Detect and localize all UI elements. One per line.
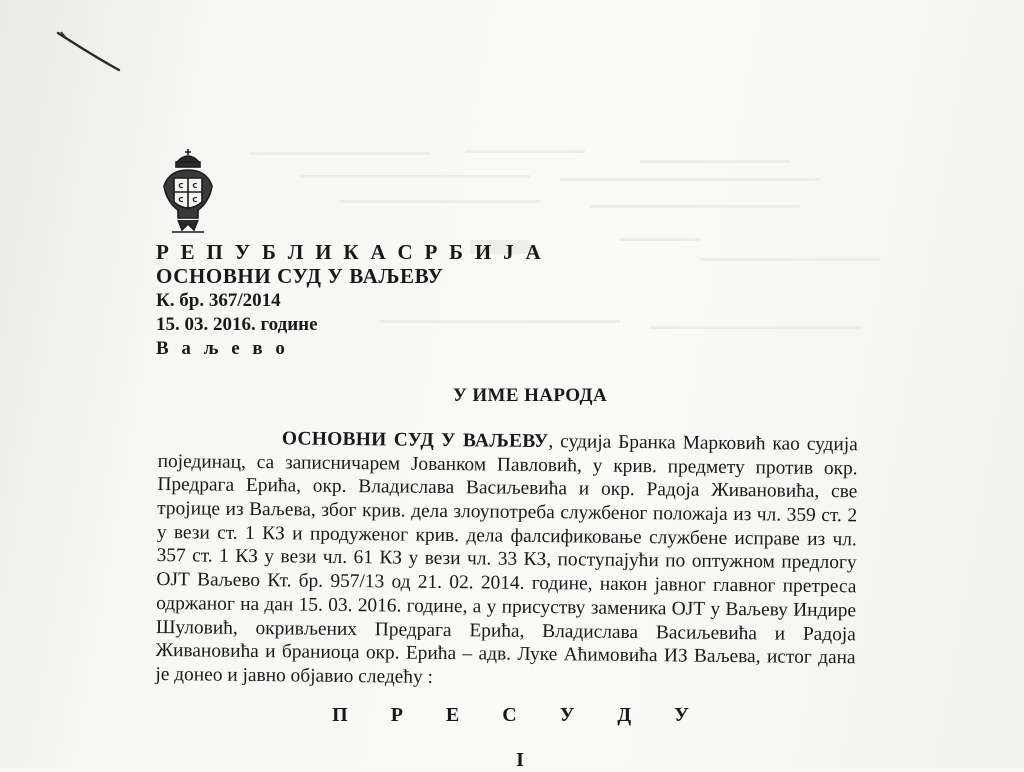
verdict-title: П Р Е С У Д У [332,704,708,726]
header-court-name: ОСНОВНИ СУД У ВАЉЕВУ [156,264,444,288]
paragraph-line-10: Живановића и браниоца окр. Ерића – адв. Луке Аћимовића ИЗ Ваљева, истог дана [155,640,856,669]
paragraph-line-9: Шуловић, окривљених Предрага Ерића, Владислава Васиљевића и Радоја [155,616,856,645]
header-country: Р Е П У Б Л И К А С Р Б И Ј А [156,240,544,264]
header-case-number: К. бр. 367/2014 [156,290,281,311]
paragraph-line-6: 357 ст. 1 КЗ у вези чл. 61 КЗ у вези чл. 33 КЗ, поступајући по оптужном предлогу [156,545,857,574]
paragraph-line-8: одржаног на дан 15. 03. 2016. године, а у присуству заменика ОЈТ у Ваљеву Индире [156,592,857,622]
section-numeral: I [516,749,524,771]
paragraph-line-5: у вези ст. 1 КЗ и продуженог крив. дела фалсификовање службене исправе из чл. [156,521,857,551]
paragraph-line-11: је донео и јавно објавио следећу : [155,663,434,688]
paragraph-line-7: ОЈТ Ваљево Кт. бр. 957/13 од 21. 02. 2014. године, након јавног главног претреса [156,569,857,598]
judgment-paragraph [155,426,858,694]
svg-text:С: С [192,182,198,190]
svg-text:С: С [178,196,184,204]
paragraph-line-4: тројице из Ваљева, због крив. дела злоупотреба службеног положаја из чл. 359 ст. 2 [157,498,858,527]
serbian-coat-of-arms-icon [160,148,216,238]
court-name-inline: ОСНОВНИ СУД У ВАЉЕВУ [281,428,549,453]
document-title: У ИМЕ НАРОДА [452,385,608,406]
svg-text:С: С [178,182,184,190]
paragraph-line-2: појединац, са записничарем Јованком Павловић, у крив. предмету против окр. [157,450,858,480]
header-date: 15. 03. 2016. године [156,314,318,335]
paragraph-line-1-text: , судија Бранка Марковић као судија [548,431,858,456]
header-city: В а љ е в о [156,338,289,359]
pen-stroke-mark [55,28,125,78]
svg-text:С: С [192,196,198,204]
paragraph-line-3: Предрага Ерића, окр. Владислава Васиљевића и окр. Радоја Живановића, све [157,474,858,503]
